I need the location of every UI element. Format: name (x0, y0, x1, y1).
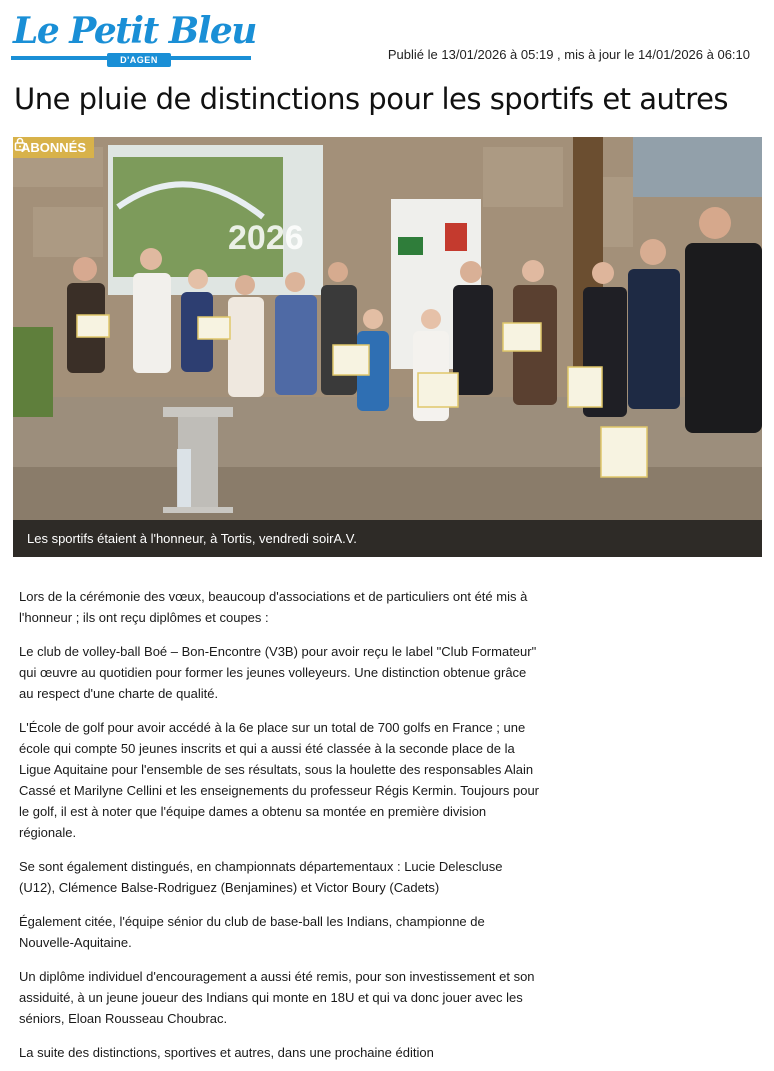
article-paragraph: La suite des distinctions, sportives et autres, dans une prochaine édition (19, 1045, 434, 1060)
photo-illustration (13, 137, 762, 557)
article-paragraph: Un diplôme individuel d'encouragement a aussi été remis, pour son investissement et son assiduité, à un jeune joueur des Indians qui monte en 18U et qui va donc jouer avec les séniors, Eloan Rousseau Choubrac. (19, 969, 535, 1026)
article-paragraph: Également citée, l'équipe sénior du club de base-ball les Indians, championne de Nouvelle-Aquitaine. (19, 914, 485, 950)
article-paragraph: Lors de la cérémonie des vœux, beaucoup d'associations et de particuliers ont été mis à l'honneur ; ils ont reçu diplômes et coupes : (19, 589, 528, 625)
article-body (19, 586, 539, 1071)
badge-label: ABONNÉS (21, 140, 87, 155)
article-photo[interactable] (13, 137, 762, 557)
article-paragraph: L'École de golf pour avoir accédé à la 6e place sur un total de 700 golfs en France ; une école qui compte 50 jeunes inscrits et qui a aussi été classée à la seconde place de la Ligue Aquitaine pour l'ensemble de ses résultats, sous la houlette des responsables Alain Cassé et Marilyne Cellini et les enseignements du professeur Régis Kermin. Toujours pour le golf, il est à noter que l'équipe dames a obtenu sa montée en première division régionale. (19, 720, 540, 840)
article-paragraph: Se sont également distingués, en championnats départementaux : Lucie Delescluse (U12), Clémence Balse-Rodriguez (Benjamines) et Victor Boury (Cadets) (19, 859, 503, 895)
subscriber-badge[interactable] (13, 137, 94, 158)
photo-caption: Les sportifs étaient à l'honneur, à Tortis, vendredi soirA.V. (13, 520, 762, 557)
article-paragraph: Le club de volley-ball Boé – Bon-Encontre (V3B) pour avoir reçu le label "Club Formateur" qui œuvre au quotidien pour former les jeunes volleyeurs. Une distinction obtenue grâce au respect d'une charte de qualité. (19, 644, 537, 701)
site-logo[interactable] (11, 8, 256, 70)
svg-text:2026: 2026 (228, 219, 304, 257)
lock-icon (13, 137, 27, 151)
article-title: Une pluie de distinctions pour les sportifs et autres (14, 82, 729, 116)
logo-wordmark: Le Petit Bleu (13, 10, 256, 52)
publication-date: Publié le 13/01/2026 à 05:19 , mis à jour le 14/01/2026 à 06:10 (387, 47, 750, 62)
logo-edition: D'AGEN (107, 53, 171, 67)
